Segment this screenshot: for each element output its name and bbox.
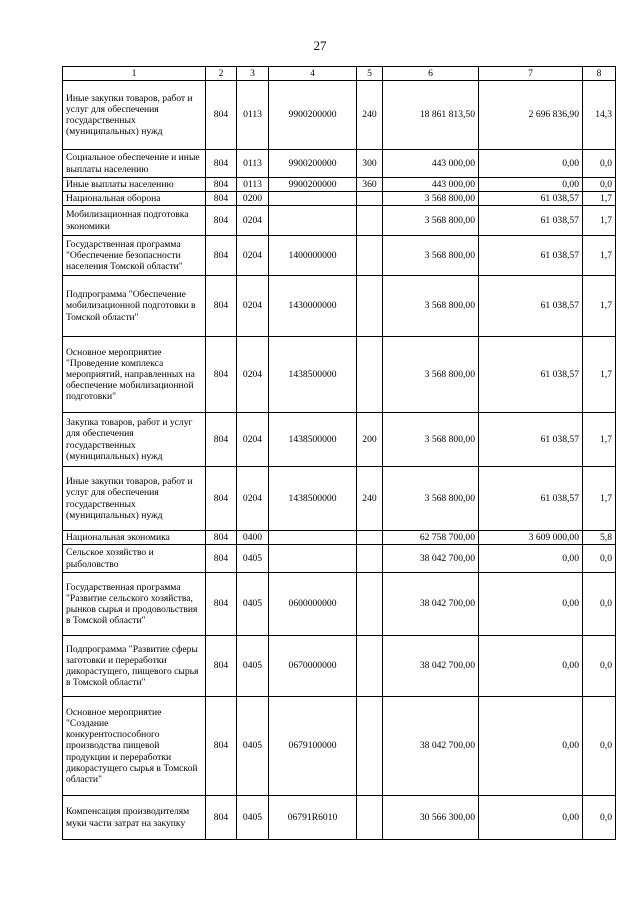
row-expense-type: 240 <box>357 467 383 531</box>
row-ved: 804 <box>206 192 237 206</box>
row-fact: 0,00 <box>479 796 583 840</box>
row-target-article: 0600000000 <box>269 573 357 636</box>
row-name: Основное мероприятие "Создание конкурентоспособного производства пищевой продукции и переработки дикорастущего сырья в Томской области" <box>63 697 206 796</box>
row-ved: 804 <box>206 796 237 840</box>
row-fact: 61 038,57 <box>479 337 583 413</box>
col-header-fact: 7 <box>479 67 583 81</box>
row-plan: 443 000,00 <box>383 178 479 192</box>
row-ved: 804 <box>206 697 237 796</box>
row-plan: 3 568 800,00 <box>383 276 479 337</box>
row-fact: 0,00 <box>479 573 583 636</box>
row-target-article: 1430000000 <box>269 276 357 337</box>
row-target-article <box>269 531 357 545</box>
row-target-article: 1438500000 <box>269 413 357 467</box>
table-row <box>63 150 616 178</box>
table-row <box>63 276 616 337</box>
row-section: 0204 <box>237 206 269 236</box>
row-section: 0405 <box>237 545 269 573</box>
row-expense-type: 300 <box>357 150 383 178</box>
row-expense-type <box>357 697 383 796</box>
row-target-article <box>269 192 357 206</box>
row-target-article <box>269 545 357 573</box>
row-ved: 804 <box>206 413 237 467</box>
row-plan: 443 000,00 <box>383 150 479 178</box>
row-plan: 38 042 700,00 <box>383 573 479 636</box>
row-ved: 804 <box>206 178 237 192</box>
row-name: Национальная экономика <box>63 531 206 545</box>
row-percent: 1,7 <box>583 206 616 236</box>
row-plan: 3 568 800,00 <box>383 467 479 531</box>
row-name: Государственная программа "Развитие сельского хозяйства, рынков сырья и продовольствия в Томской области" <box>63 573 206 636</box>
row-fact: 61 038,57 <box>479 467 583 531</box>
row-percent: 1,7 <box>583 192 616 206</box>
row-fact: 61 038,57 <box>479 192 583 206</box>
row-name: Компенсация производителям муки части затрат на закупку <box>63 796 206 840</box>
table-row <box>63 206 616 236</box>
page-number: 27 <box>313 38 327 53</box>
row-target-article: 0670000000 <box>269 636 357 697</box>
row-plan: 3 568 800,00 <box>383 192 479 206</box>
row-fact: 2 696 836,90 <box>479 81 583 150</box>
row-section: 0204 <box>237 413 269 467</box>
row-plan: 3 568 800,00 <box>383 413 479 467</box>
row-target-article: 06791R6010 <box>269 796 357 840</box>
row-section: 0204 <box>237 337 269 413</box>
row-section: 0204 <box>237 276 269 337</box>
row-percent: 0,0 <box>583 573 616 636</box>
header-row <box>63 67 616 81</box>
budget-table <box>62 66 616 840</box>
row-fact: 0,00 <box>479 178 583 192</box>
row-target-article: 9900200000 <box>269 150 357 178</box>
row-fact: 0,00 <box>479 636 583 697</box>
row-name: Подпрограмма "Развитие сферы заготовки и переработки дикорастущего, пищевого сырья в Томской области" <box>63 636 206 697</box>
table-row <box>63 697 616 796</box>
table-row <box>63 413 616 467</box>
row-name: Подпрограмма "Обеспечение мобилизационной подготовки в Томской области" <box>63 276 206 337</box>
row-percent: 1,7 <box>583 467 616 531</box>
row-section: 0405 <box>237 796 269 840</box>
table-row <box>63 636 616 697</box>
row-plan: 30 566 300,00 <box>383 796 479 840</box>
row-percent: 1,7 <box>583 276 616 337</box>
row-section: 0113 <box>237 81 269 150</box>
row-name: Основное мероприятие "Проведение комплекса мероприятий, направленных на обеспечение мобилизационной подготовки" <box>63 337 206 413</box>
row-plan: 3 568 800,00 <box>383 337 479 413</box>
row-target-article: 0679100000 <box>269 697 357 796</box>
table-row <box>63 236 616 276</box>
row-expense-type: 360 <box>357 178 383 192</box>
table-row <box>63 545 616 573</box>
row-section: 0113 <box>237 150 269 178</box>
row-plan: 38 042 700,00 <box>383 697 479 796</box>
row-percent: 1,7 <box>583 236 616 276</box>
row-target-article: 1400000000 <box>269 236 357 276</box>
row-ved: 804 <box>206 150 237 178</box>
table-body <box>63 81 616 840</box>
row-plan: 3 568 800,00 <box>383 206 479 236</box>
row-name: Закупка товаров, работ и услуг для обеспечения государственных (муниципальных) нужд <box>63 413 206 467</box>
row-ved: 804 <box>206 236 237 276</box>
col-header-section: 3 <box>237 67 269 81</box>
row-name: Мобилизационная подготовка экономики <box>63 206 206 236</box>
row-name: Национальная оборона <box>63 192 206 206</box>
row-ved: 804 <box>206 206 237 236</box>
table-row <box>63 337 616 413</box>
col-header-name: 1 <box>63 67 206 81</box>
row-expense-type <box>357 337 383 413</box>
col-header-percent: 8 <box>583 67 616 81</box>
row-percent: 0,0 <box>583 545 616 573</box>
row-percent: 0,0 <box>583 636 616 697</box>
row-percent: 0,0 <box>583 178 616 192</box>
row-expense-type <box>357 545 383 573</box>
table-row <box>63 192 616 206</box>
row-fact: 3 609 000,00 <box>479 531 583 545</box>
row-section: 0204 <box>237 467 269 531</box>
row-ved: 804 <box>206 636 237 697</box>
row-name: Иные закупки товаров, работ и услуг для обеспечения государственных (муниципальных) нужд <box>63 81 206 150</box>
row-expense-type: 240 <box>357 81 383 150</box>
row-fact: 61 038,57 <box>479 236 583 276</box>
row-target-article <box>269 206 357 236</box>
row-target-article: 9900200000 <box>269 178 357 192</box>
col-header-expense-type: 5 <box>357 67 383 81</box>
row-name: Государственная программа "Обеспечение безопасности населения Томской области" <box>63 236 206 276</box>
row-name: Иные закупки товаров, работ и услуг для обеспечения государственных (муниципальных) нужд <box>63 467 206 531</box>
row-fact: 61 038,57 <box>479 276 583 337</box>
row-percent: 0,0 <box>583 796 616 840</box>
row-plan: 3 568 800,00 <box>383 236 479 276</box>
table-row <box>63 467 616 531</box>
row-ved: 804 <box>206 276 237 337</box>
row-ved: 804 <box>206 467 237 531</box>
row-expense-type <box>357 573 383 636</box>
table-row <box>63 81 616 150</box>
row-expense-type: 200 <box>357 413 383 467</box>
row-fact: 0,00 <box>479 697 583 796</box>
row-section: 0405 <box>237 697 269 796</box>
row-ved: 804 <box>206 81 237 150</box>
row-expense-type <box>357 192 383 206</box>
col-header-target-article: 4 <box>269 67 357 81</box>
row-plan: 38 042 700,00 <box>383 545 479 573</box>
row-expense-type <box>357 531 383 545</box>
row-expense-type <box>357 206 383 236</box>
row-target-article: 1438500000 <box>269 467 357 531</box>
table-row <box>63 796 616 840</box>
col-header-ved: 2 <box>206 67 237 81</box>
row-percent: 0,0 <box>583 150 616 178</box>
row-ved: 804 <box>206 337 237 413</box>
row-percent: 0,0 <box>583 697 616 796</box>
table-row <box>63 573 616 636</box>
row-plan: 38 042 700,00 <box>383 636 479 697</box>
row-percent: 14,3 <box>583 81 616 150</box>
row-expense-type <box>357 236 383 276</box>
row-section: 0405 <box>237 636 269 697</box>
row-plan: 18 861 813,50 <box>383 81 479 150</box>
row-fact: 61 038,57 <box>479 206 583 236</box>
row-expense-type <box>357 636 383 697</box>
row-percent: 1,7 <box>583 413 616 467</box>
row-expense-type <box>357 276 383 337</box>
row-fact: 0,00 <box>479 150 583 178</box>
row-ved: 804 <box>206 545 237 573</box>
row-section: 0200 <box>237 192 269 206</box>
row-expense-type <box>357 796 383 840</box>
row-section: 0405 <box>237 573 269 636</box>
row-percent: 1,7 <box>583 337 616 413</box>
row-name: Иные выплаты населению <box>63 178 206 192</box>
row-plan: 62 758 700,00 <box>383 531 479 545</box>
row-ved: 804 <box>206 573 237 636</box>
table-row <box>63 531 616 545</box>
row-ved: 804 <box>206 531 237 545</box>
row-target-article: 1438500000 <box>269 337 357 413</box>
table-row <box>63 178 616 192</box>
table-header <box>63 67 616 81</box>
row-fact: 0,00 <box>479 545 583 573</box>
row-section: 0400 <box>237 531 269 545</box>
row-name: Сельское хозяйство и рыболовство <box>63 545 206 573</box>
row-name: Социальное обеспечение и иные выплаты населению <box>63 150 206 178</box>
row-fact: 61 038,57 <box>479 413 583 467</box>
row-percent: 5,8 <box>583 531 616 545</box>
row-section: 0113 <box>237 178 269 192</box>
col-header-plan: 6 <box>383 67 479 81</box>
row-target-article: 9900200000 <box>269 81 357 150</box>
row-section: 0204 <box>237 236 269 276</box>
